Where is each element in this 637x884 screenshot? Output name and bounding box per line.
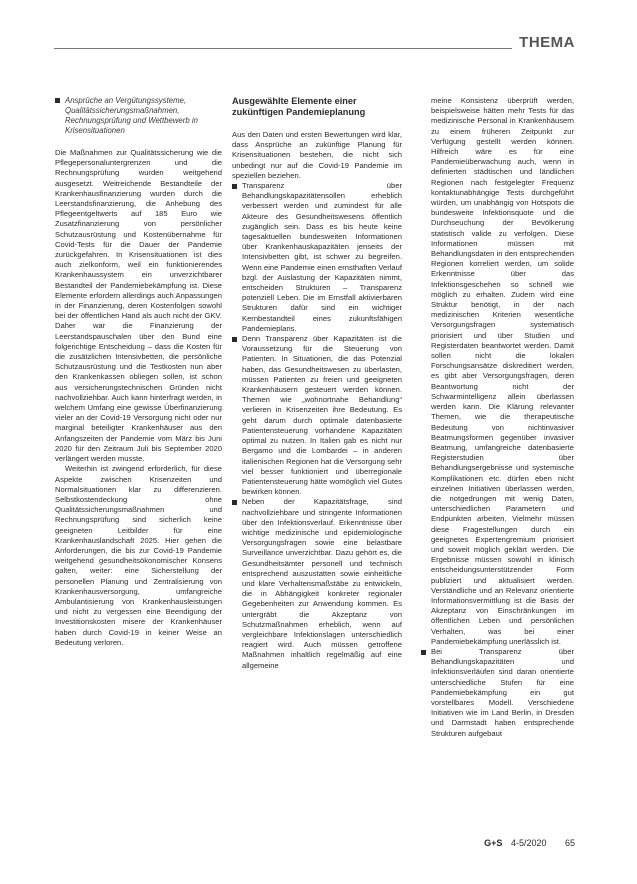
list-item <box>232 181 402 334</box>
section-subheading: Ausgewählte Elemente einer zukünftigen Pandemieplanung <box>232 96 366 117</box>
list-item <box>232 334 402 497</box>
list-item <box>421 647 574 739</box>
square-bullet-icon <box>421 650 426 655</box>
paragraph: Aus den Daten und ersten Bewertungen wird klar, dass Ansprüche an zukünftige Planung für Krisensituationen bestehen, die nicht sich unbedingt nur auf die Covid-19 Pandemie im speziellen beziehen. <box>232 130 402 180</box>
column-3 <box>421 96 574 739</box>
page-footer <box>484 838 575 848</box>
square-bullet-icon <box>55 98 60 103</box>
paragraph: Die Maßnahmen zur Qualitätssicherung wie die Pflegepersonaluntergrenzen und die Rechnungsprüfung wurden weitgehend ausgesetzt. Weitreichende Bestandteile der Krankenhausfinanzierung wurden durch die Leerstandsfinanzierung, die Anhebung des Pflegeentgeltwerts auf 185 Euro wie Zusatzfinanzierung von persönlicher Schutzausrüstung und Kostenübernahme für Covid-Tests für die Dauer der Pandemie zurückgefahren. In Krisensituationen ist dies auch zielkonform, weil ein funktionierendes Krankenhaussystem ein unverzichtbarer Bestandteil der Pandemiebekämpfung ist. Diese Elemente erfordern allerdings auch Anpassungen in der Finanzierung, deren Kostenfolgen sowohl bei der öffentlichen Hand als auch nicht der GKV. Daher war die Finanzierung der Leerstandspauschalen über den Bund eine folgerichtige Entscheidung – dass die Kosten für die zusätzlichen Intensivbetten, die persönliche Schutzausrüstung und die Testkosten nun aber den Krankenkassen obliegen sollen, ist schon aus versicherungstechnischen Gründen nicht nachvollziehbar. Auch kann hinterfragt werden, in welchem Umfang eine gewisse Überfinanzierung vieler an der Covid-19 Versorgung nicht oder nur marginal beteiligter Krankenhäuser aus den Anfangszeiten der Pandemie vom März bis Juni 2020 für den Zeitraum Juli bis September 2020 verlängert werden musste. <box>55 148 222 464</box>
section-title: THEMA <box>519 34 575 51</box>
list-item-text: Denn Transparenz über Kapazitäten ist die Voraussetzung für die Steuerung von Patienten. In Situationen, die das Potenzial haben, das Gesundheitswesen zu überlasten, müssen Patienten zu freien und geeigneten Krankenhäusern gesteuert werden können. Themen wie „wohnortnahe Behandlung“ verlieren in Krisenzeiten ihre Bedeutung. Es geht darum durch optimale datenbasierte Patientensteuerung vorhandene Kapazitäten optimal zu nutzen. In Italien gab es nicht nur Bergamo und die Lombardei – in anderen italienischen Regionen hat die Versorgung sehr viel besser funktioniert und überregionale Patientensteuerung hätte womöglich viel Gutes bewirken können. <box>242 334 402 497</box>
square-bullet-icon <box>232 184 237 189</box>
list-item-text: Neben der Kapazitätsfrage, sind nachvollziehbare und stringente Informationen über den Infektionsverlauf. Erkenntnisse über wichtige medizinische und epidemiologische Versorgungsfragen sowie eine belastbare Surveillance unverzichtbar. Dazu gehört es, die Gesundheitsämter personell und technisch entsprechend auszustatten sowie einheitliche und klare Verhaltensmaßstäbe zu entwickeln, die in Abhängigkeit konkreter regionaler Gegebenheiten zur Anwendung kommen. Es untergräbt die Akzeptanz von Schutzmaßnahmen erheblich, wenn auf vergleichbare Infektionslagen unterschiedlich reagiert wird. Auch müssen getroffene Maßnahmen inhaltlich regelmäßig auf eine allgemeine <box>242 497 402 670</box>
list-item <box>232 497 402 670</box>
callout-text: Ansprüche an Vergütungssysteme, Qualitätssicherungsmaßnahmen, Rechnungsprüfung und Wettbewerb in Krisensituationen <box>65 96 198 135</box>
page-number: 65 <box>564 838 575 848</box>
square-bullet-icon <box>232 337 237 342</box>
sidebar-callout <box>55 96 222 136</box>
paragraph: Weiterhin ist zwingend erforderlich, für diese Aspekte zwischen Krisenzeiten und Normalsituationen klar zu differenzieren. Selbstkostendeckung ohne Qualitätssicherungsmaßnahmen und Rechnungsprüfung sind sicherlich keine geeigneten Leitbilder für eine Krankenhauslandschaft 2025. Hier gehen die Anforderungen, die bis zur Covid-19 Pandemie weitgehend gesundheitsökonomischer Konsens galten, weiter: eine Sicherstellung der personellen Planung und Zentralisierung von Krankenhausversorgung, umfangreiche Ambulantisierung von Krankenhausleistungen und nicht zu vergessen eine Beendigung der Investitionskosten misere der Krankenhäuser haben durch Covid-19 in keiner Weise an Bedeutung verloren. <box>55 464 222 647</box>
column-2 <box>232 96 402 671</box>
list-item-text: Bei Transparenz über Behandlungskapazitäten und Infektionsverläufen sind daran orientierte unterschiedliche Stufen für eine Pandemiebekämpfung ein gut vorstellbares Modell. Verschiedene Initiativen wie im Land Berlin, in Dresden und Darmstadt haben entsprechende Strukturen aufgebaut <box>431 646 574 738</box>
column-1 <box>55 96 222 648</box>
journal-brand: G+S <box>484 838 503 848</box>
paragraph-continued: meine Konsistenz überprüft werden, beispielsweise hätten mehr Tests für das medizinische Personal in Krankenhäusern zu einem früheren Zeitpunkt zur Verfügung gestellt werden können. Hilfreich wäre es für eine Pandemieüberwachung auch, wenn in definierten städtischen und ländlichen Regionen nach festgelegter Frequenz kontaktunabhängige Tests durchgeführt würden, um unabhängig von Hotspots die bundesweite Infektionsquote und die Durchseuchung der Bevölkerung statistisch valide zu verfolgen. Diese Informationen müssen mit Behandlungsdaten in den entsprechenden Regionen korreliert werden, um solide Erkenntnisse über das Infektionsgeschehen so schnell wie möglich zu erhalten. Zudem wird eine Struktur benötigt, in der nach medizinischen Kriterien wesentliche Versorgungsfragen systematisch priorisiert und über Studien und Registerdaten beantwortet werden. Damit sollen nicht die lokalen Forschungsansätze diskreditiert werden, es gibt aber Versorgungsfragen, deren Beantwortung nicht der Schwarmintelligenz allein überlassen werden kann. Die Klärung relevanter Themen, wie die therapeutische Bedeutung von nichtinvasiver Beatmungsformen gegenüber invasiver Beatmung, umfangreiche datenbasierte Registerstudien über Behandlungsergebnisse und systemische Komplikationen etc. dürfen eben nicht einzelnen Initiativen überlassen werden, die notgedrungen mit wenig Daten, unterschiedlichen Parametern und Endpunkten arbeiten. Vielmehr müssen diese Fragestellungen durch ein geeignetes Expertengremium priorisiert und soweit möglich geklärt werden. Die Ergebnisse müssen sowohl in klinisch entscheidungsunterstützender Form publiziert und aktualisiert werden. Verständliche und an Relevanz orientierte Informationsvermittlung ist die Basis der Akzeptanz von Einschränkungen im öffentlichen Leben und persönlichen Verhalten, was bei einer Pandemiebekämpfung unerlässlich ist. <box>431 96 574 646</box>
header-rule <box>54 48 512 49</box>
issue-number: 4-5/2020 <box>510 838 547 848</box>
square-bullet-icon <box>232 500 237 505</box>
bullet-list <box>232 181 402 671</box>
list-item-text: Transparenz über Behandlungskapazitätensollen erheblich verbessert werden und zumindest für alle Akteure des Gesundheitswesens öffentlich zugänglich sein. Dass es bis heute keine tagesaktuellen bundesweiten Informationen über Krankenhauskapazitäten jenseits der Intensivbetten gibt, ist schwer zu begreifen. Wenn eine Pandemie einen ernsthaften Verlauf bzgl. der Auslastung der Kapazitäten nimmt, entscheiden Strukturen – Transparenz potenziell Leben. Die im Ernstfall aktivierbaren Strukturen dafür sind ein wichtiger Kernbestandteil eines zukunftsfähigen Pandemieplans. <box>242 181 402 333</box>
bullet-list <box>421 647 574 739</box>
